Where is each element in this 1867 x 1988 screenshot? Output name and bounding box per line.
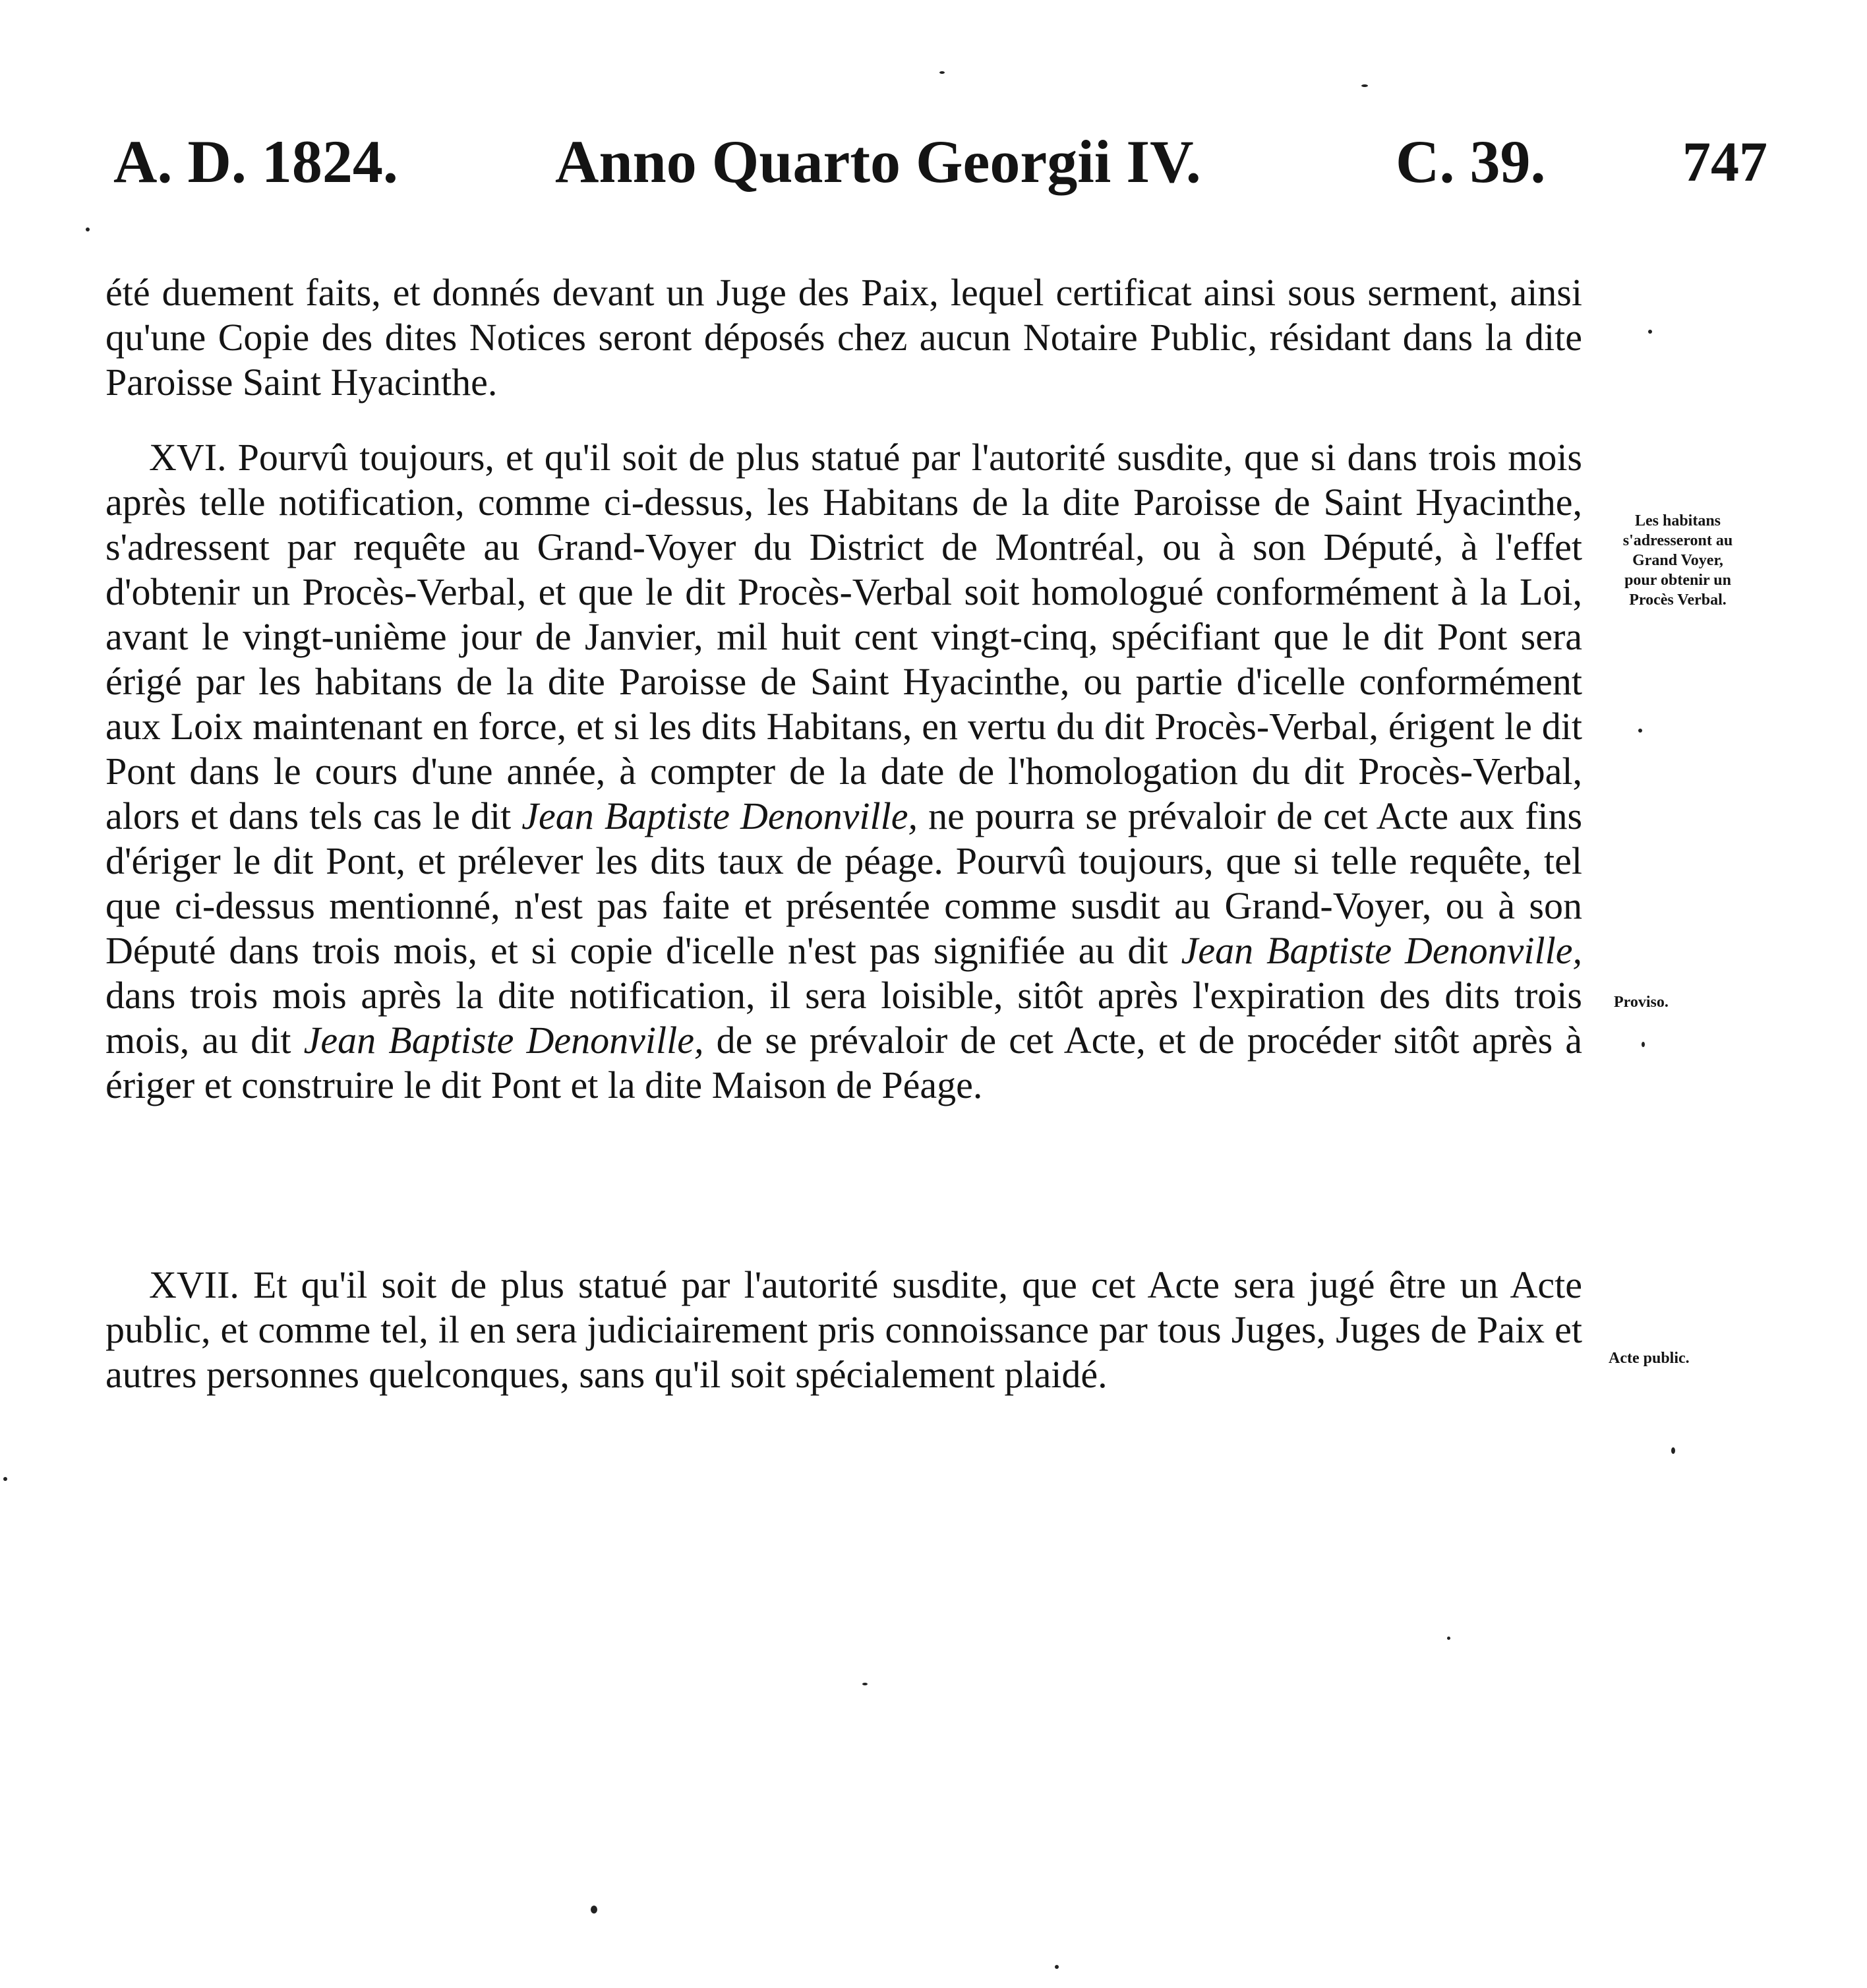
scan-speck: [86, 227, 90, 231]
paragraph-section-xvi: [105, 435, 1582, 1108]
paragraph-section-xvii: XVII. Et qu'il soit de plus statué par l'autorité susdite, que cet Acte sera jugé être un Acte public, et comme tel, il en sera judiciairement pris connoissance par tous Juges, Juges de Paix et autres personnes quelconques, sans qu'il soit spécialement plaidé.: [105, 1263, 1582, 1396]
person-name: Jean Baptiste Denonville,: [1181, 929, 1583, 972]
scan-speck: [1671, 1447, 1675, 1454]
person-name: Jean Baptiste Denonville,: [521, 795, 918, 837]
scan-speck: [862, 1683, 868, 1685]
margin-note-proviso: Proviso.: [1614, 994, 1669, 1011]
scan-speck: [1361, 84, 1368, 87]
paragraph-continuation: été duement faits, et donnés devant un Juge des Paix, lequel certificat ainsi sous serment, ainsi qu'une Copie des dites Notices seront déposés chez aucun Notaire Public, résidant dans la dite Paroisse Saint Hyacinthe.: [105, 271, 1582, 404]
scan-speck: [3, 1477, 7, 1481]
margin-note-habitans: Les habitans s'adresseront au Grand Voyer, pour obtenir un Procès Verbal.: [1622, 512, 1733, 609]
section-xvi-text-2: ne pourra se prévaloir de cet Acte aux fins d'ériger le dit Pont, et prélever les dits taux de péage. Pourvû toujours, que si telle requête, tel que ci-dessus mentionné, n'est pas faite et présentée comme susdit au Grand-Voyer, ou à son Député dans trois mois, et si copie d'icelle n'est pas signifiée au dit: [105, 795, 1583, 972]
running-header: [113, 125, 1775, 204]
person-name: Jean Baptiste Denonville,: [303, 1019, 704, 1062]
scan-speck: [1648, 330, 1652, 334]
section-xvi-text-4: de se prévaloir de cet Acte, et de procéder sitôt après à ériger et construire le dit Pont et la dite Maison de Péage.: [105, 1019, 1583, 1106]
scan-speck: [1638, 729, 1642, 733]
header-title: Anno Quarto Georgii IV.: [555, 128, 1201, 195]
section-xvi-text-1: XVI. Pourvû toujours, et qu'il soit de plus statué par l'autorité susdite, que si dans trois mois après telle notification, comme ci-dessus, les Habitans de la dite Paroisse de Saint Hyacinthe, s'adressent par requête au Grand-Voyer du District de Montréal, ou à son Député, à l'effet d'obtenir un Procès-Verbal, et que le dit Procès-Verbal soit homologué conformément à la Loi, avant le vingt-unième jour de Janvier, mil huit cent vingt-cinq, spécifiant que le dit Pont sera érigé par les habitans de la dite Paroisse de Saint Hyacinthe, ou partie d'icelle conformément aux Loix maintenant en force, et si les dits Habitans, en vertu du dit Procès-Verbal, érigent le dit Pont dans le cours d'une année, à compter de la date de l'homologation du dit Procès-Verbal, alors et dans tels cas le dit: [105, 436, 1582, 837]
page-number: 747: [1682, 130, 1767, 193]
header-year: A. D. 1824.: [113, 128, 398, 195]
scan-speck: [1642, 1042, 1645, 1047]
header-chapter: C. 39.: [1396, 128, 1546, 195]
scan-speck: [591, 1906, 597, 1913]
section-xvi-text-3: dans trois mois après la dite notification, il sera loisible, sitôt après l'expiration des dits trois mois, au dit: [105, 974, 1582, 1062]
margin-note-acte-public: Acte public.: [1609, 1350, 1690, 1367]
scan-speck: [1055, 1965, 1059, 1969]
scan-speck: [939, 71, 945, 74]
scan-speck: [1447, 1637, 1450, 1640]
